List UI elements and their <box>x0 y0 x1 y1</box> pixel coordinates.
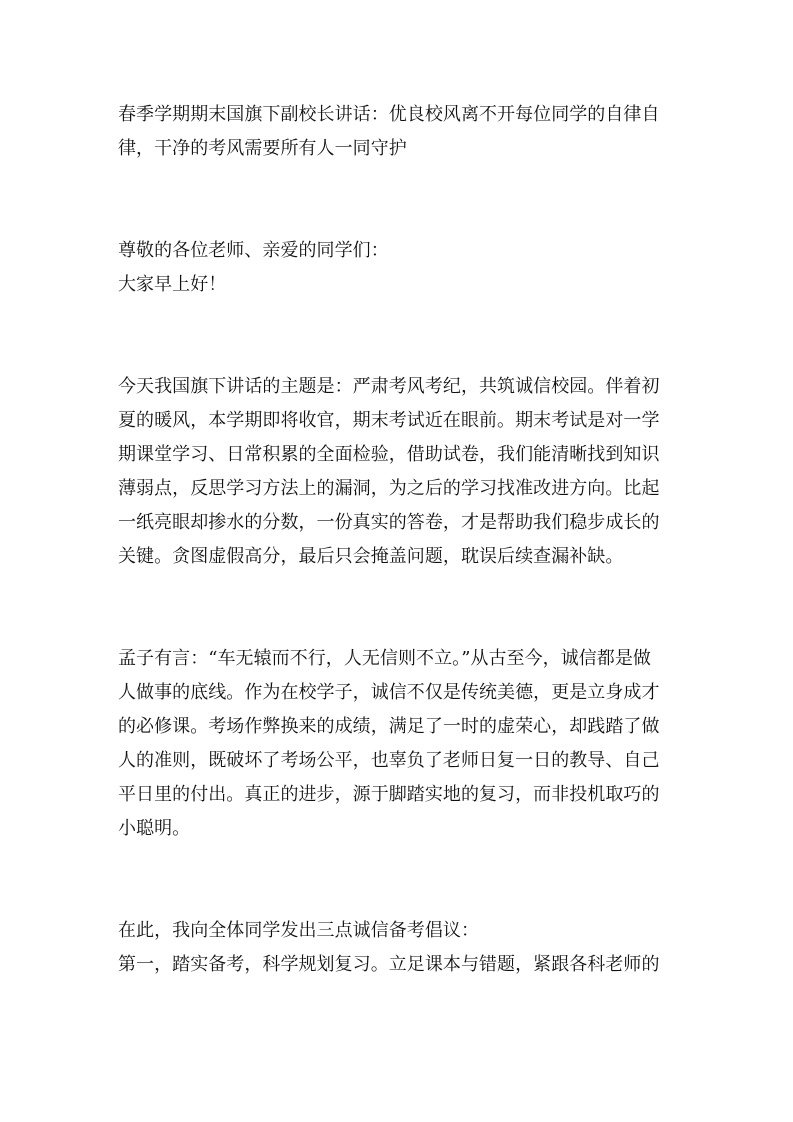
spacer <box>118 336 678 370</box>
document-page <box>118 98 678 982</box>
spacer <box>118 846 678 880</box>
salutation: 尊敬的各位老师、亲爱的同学们： <box>118 240 389 261</box>
spacer <box>118 302 678 336</box>
document-title: 春季学期期末国旗下副校长讲话：优良校风离不开每位同学的自律自 律，干净的考风需要所有人一同守护 <box>118 104 660 159</box>
spacer <box>118 200 678 234</box>
spacer <box>118 166 678 200</box>
spacer <box>118 880 678 914</box>
paragraph: 孟子有言：“车无辕而不行，人无信则不立。”从古至今，诚信都是做 人做事的底线。作为在校学子，诚信不仅是传统美德，更是立身成才 的必修课。考场作弊换来的成绩，满足了一时的虚荣心，却践踏了做 人的准则，既破坏了考场公平，也辜负了老师日复一日的教导、自己 平日里的付出。真正的进步，源于脚踏实地的复习，而非投机取巧的 小聪明。 <box>118 648 660 839</box>
paragraph: 今天我国旗下讲话的主题是：严肃考风考纪，共筑诚信校园。伴着初 夏的暖风，本学期即将收官，期末考试近在眼前。期末考试是对一学 期课堂学习、日常积累的全面检验，借助试卷，我们能清晰找到知识 薄弱点，反思学习方法上的漏洞，为之后的学习找准改进方向。比起 一纸亮眼却掺水的分数，一份真实的答卷，才是帮助我们稳步成长的 关键。贪图虚假高分，最后只会掩盖问题，耽误后续查漏补缺。 <box>118 376 660 567</box>
spacer <box>118 574 678 608</box>
spacer <box>118 608 678 642</box>
greeting: 大家早上好！ <box>118 274 227 295</box>
paragraph: 在此，我向全体同学发出三点诚信备考倡议： 第一，踏实备考，科学规划复习。立足课本与错题，紧跟各科老师的 <box>118 920 660 975</box>
